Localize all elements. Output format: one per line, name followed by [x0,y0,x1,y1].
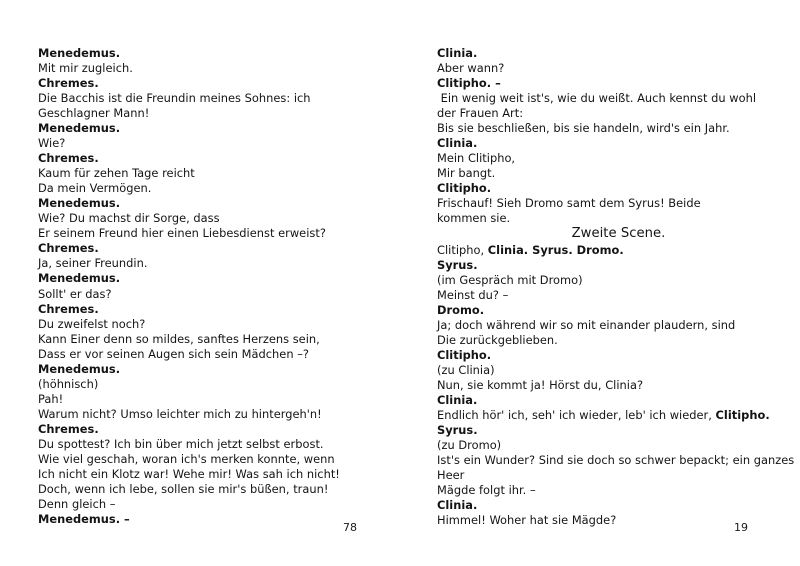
dialogue-line [437,408,792,423]
speaker-name: Menedemus. [38,361,121,376]
line-text-emphasis: Clinia. Syrus. Dromo. [487,242,624,257]
line-text: Endlich hör' ich, seh' ich wieder, leb' ich wieder, [437,408,716,423]
dialogue-line: Mägde folgt ihr. – [437,483,536,498]
dialogue-line [437,243,792,258]
page-footer [0,521,800,537]
right-text-column [400,46,800,528]
speaker-name: Clinia. [437,393,478,408]
speaker-name: Clinia. [437,498,478,513]
speaker-name: Menedemus. [38,271,121,286]
two-column-body [0,46,800,528]
speaker-name: Chremes. [38,241,99,256]
dialogue-line: Sollt' er das? [38,286,112,301]
speaker-name: Clinia. [437,46,478,60]
dialogue-line: (zu Clinia) [437,363,495,378]
folio-right: 19 [734,521,748,534]
speaker-name: Dromo. [437,303,485,317]
speaker-name: Syrus. [437,423,478,438]
dialogue-line: Mein Clitipho, [437,151,516,166]
dialogue-line: Mir bangt. [437,166,496,181]
dialogue-line: Aber wann? [437,61,505,76]
dialogue-line: Ein wenig weit ist's, wie du weißt. Auch kennst du wohl [437,91,757,106]
dialogue-line: Meinst du? – [437,287,509,302]
dialogue-line: Himmel! Woher hat sie Mägde? [437,513,617,528]
dialogue-line: Nun, sie kommt ja! Hörst du, Clinia? [437,378,644,393]
dialogue-line: kommen sie. [437,211,511,226]
dialogue-line: Er seinem Freund hier einen Liebesdienst erweist? [38,226,326,241]
dialogue-line: Ist's ein Wunder? Sind sie doch so schwer bepackt; ein ganzes [437,453,795,468]
left-text-column [0,46,400,527]
dialogue-line: Du spottest? Ich bin über mich jetzt selbst erbost. [38,436,324,451]
dialogue-line: Ich nicht ein Klotz war! Wehe mir! Was sah ich nicht! [38,466,340,481]
speaker-name: Menedemus. – [38,511,130,526]
speaker-name: Clinia. [437,136,478,151]
speaker-name: Chremes. [38,421,99,436]
dialogue-line: Bis sie beschließen, bis sie handeln, wird's ein Jahr. [437,121,730,136]
line-text-emphasis: Clitipho. [715,408,770,423]
dialogue-line: Dass er vor seinen Augen sich sein Mädchen –? [38,346,309,361]
dialogue-line: Wie? [38,136,66,151]
dialogue-line: Geschlagner Mann! [38,106,150,121]
speaker-name: Chremes. [38,301,99,316]
dialogue-line: Wie? Du machst dir Sorge, dass [38,211,220,226]
speaker-name: Chremes. [38,76,99,91]
speaker-name: Clitipho. [437,181,492,196]
dialogue-line: Frischauf! Sieh Dromo samt dem Syrus! Beide [437,196,701,211]
dialogue-line: (zu Dromo) [437,438,502,453]
dialogue-line: Ja, seiner Freundin. [38,256,148,271]
dialogue-line: Du zweifelst noch? [38,316,146,331]
dialogue-line: Pah! [38,391,64,406]
speaker-name: Menedemus. [38,121,121,136]
speaker-name: Menedemus. [38,196,121,211]
dialogue-line: Die zurückgeblieben. [437,333,558,348]
speaker-name: Chremes. [38,151,99,166]
dialogue-line: Warum nicht? Umso leichter mich zu hintergeh'n! [38,406,322,421]
dialogue-line: Denn gleich – [38,496,116,511]
dialogue-line: (höhnisch) [38,376,99,391]
dialogue-line: (im Gespräch mit Dromo) [437,272,583,287]
dialogue-line: Die Bacchis ist die Freundin meines Sohnes: ich [38,91,311,106]
dialogue-line: Doch, wenn ich lebe, sollen sie mir's büßen, traun! [38,481,329,496]
dialogue-line: der Frauen Art: [437,106,524,121]
speaker-name: Clitipho. [437,348,492,363]
dialogue-line: Mit mir zugleich. [38,61,133,76]
dialogue-line: Wie viel geschah, woran ich's merken konnte, wenn [38,451,335,466]
speaker-name: Clitipho. – [437,76,501,91]
dialogue-line: Heer [437,468,465,483]
dialogue-line: Kann Einer denn so mildes, sanftes Herzens sein, [38,331,320,346]
dialogue-line: Kaum für zehen Tage reicht [38,166,195,181]
speaker-name: Menedemus. [38,46,121,60]
folio-left: 78 [343,521,357,534]
dialogue-line: Da mein Vermögen. [38,181,152,196]
line-text: Clitipho, [437,242,488,257]
scene-heading: Zweite Scene. [571,226,666,242]
dialogue-line: Ja; doch während wir so mit einander plaudern, sind [437,318,736,333]
speaker-name: Syrus. [437,257,478,272]
